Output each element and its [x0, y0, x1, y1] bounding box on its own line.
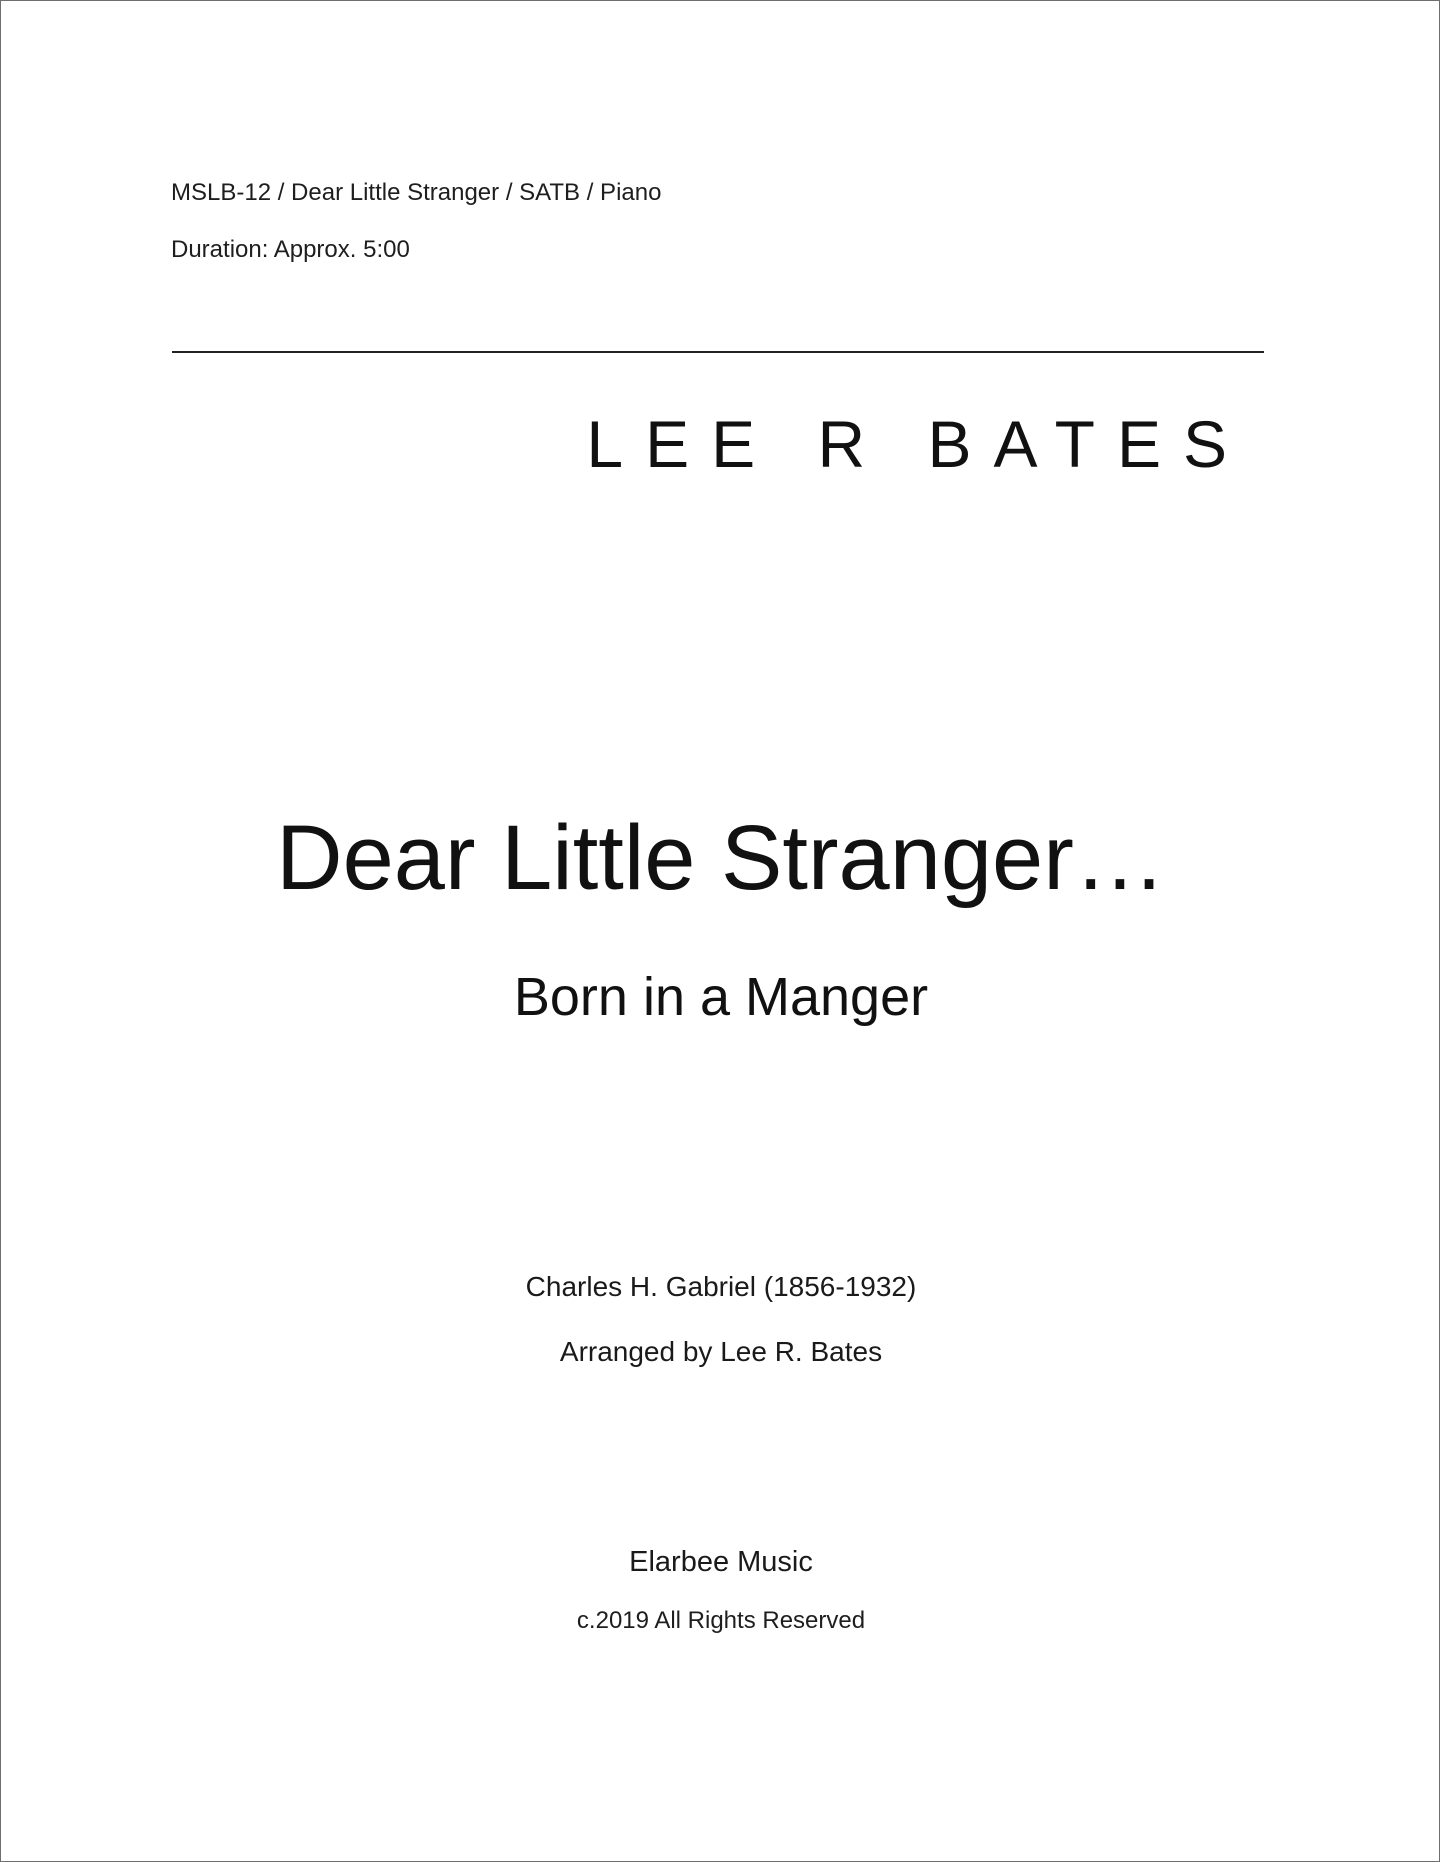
header-divider — [172, 351, 1264, 353]
composer-credit: Charles H. Gabriel (1856-1932) — [525, 1271, 917, 1302]
page-subtitle: Born in a Manger — [513, 967, 929, 1027]
page-title: Dear Little Stranger… — [276, 807, 1166, 909]
copyright-notice: c.2019 All Rights Reserved — [576, 1607, 866, 1634]
publisher-name: Elarbee Music — [629, 1546, 813, 1578]
arranger-credit: Arranged by Lee R. Bates — [559, 1336, 883, 1367]
catalog-line: MSLB-12 / Dear Little Stranger / SATB / Piano — [171, 179, 662, 206]
duration-line: Duration: Approx. 5:00 — [171, 236, 410, 263]
brand-name: LEE R BATES — [586, 407, 1249, 481]
